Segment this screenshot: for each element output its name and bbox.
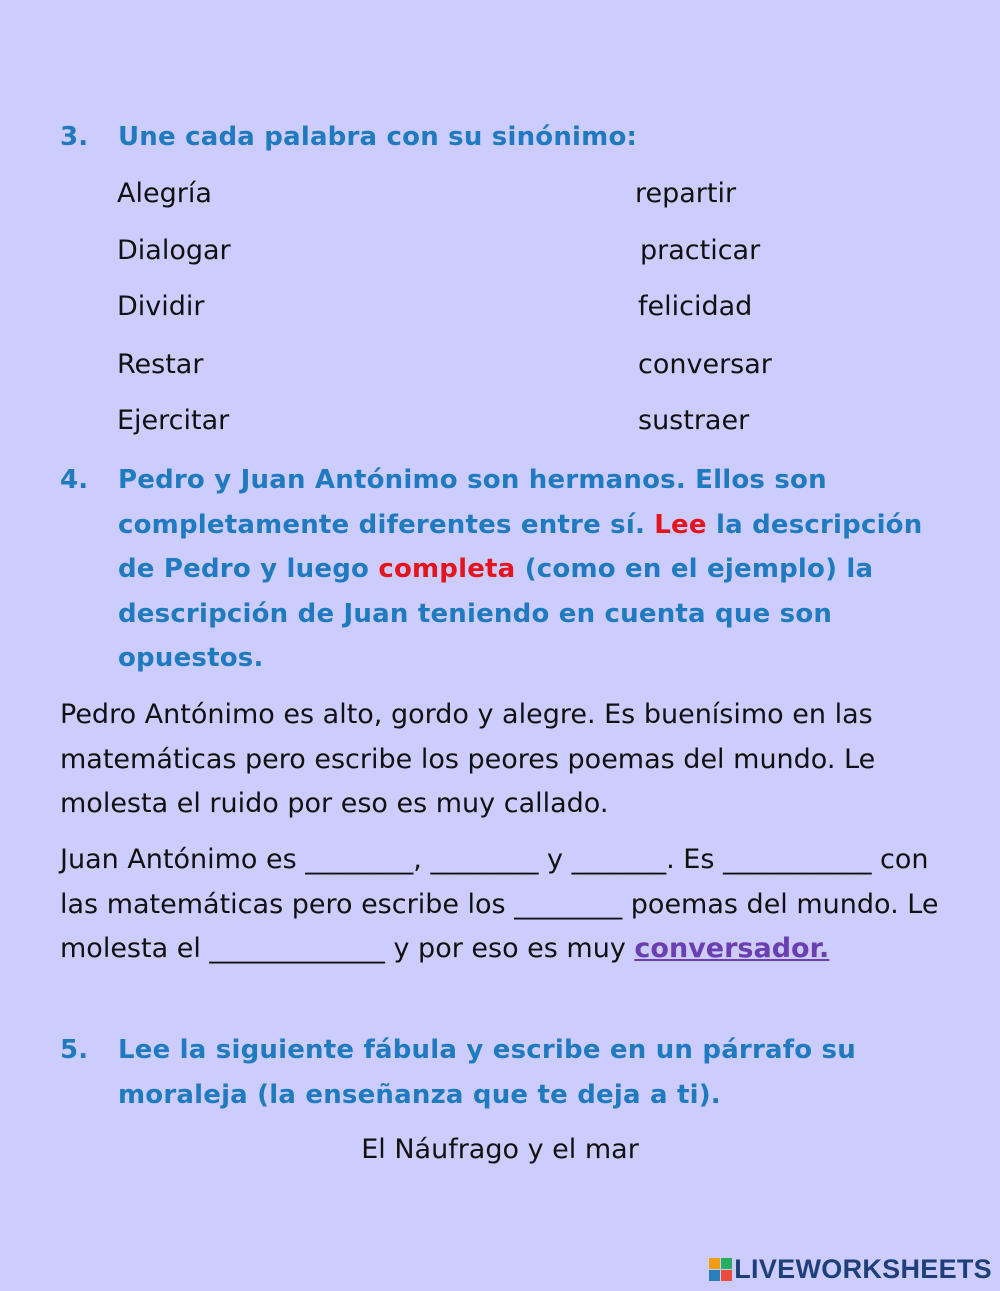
question-4-instruction bbox=[118, 458, 948, 681]
logo-text: LIVEWORKSHEETS bbox=[734, 1254, 992, 1284]
logo-mark-square bbox=[721, 1258, 732, 1269]
juan-blank-text[interactable]: Juan Antónimo es ________, ________ y _______. Es ___________ con las matemáticas pero escribe los ________ poemas del mundo. Le molesta el _____________ y por eso es muy bbox=[60, 844, 939, 964]
right-word[interactable]: conversar bbox=[638, 349, 772, 380]
left-word[interactable]: Dialogar bbox=[117, 235, 231, 266]
logo-mark-square bbox=[709, 1258, 720, 1269]
fable-title: El Náufrago y el mar bbox=[361, 1134, 639, 1165]
left-word[interactable]: Restar bbox=[117, 349, 204, 380]
right-word[interactable]: repartir bbox=[635, 178, 737, 209]
lee-keyword: Lee bbox=[654, 509, 707, 540]
example-answer: conversador. bbox=[634, 933, 830, 964]
question-5-instruction: Lee la siguiente fábula y escribe en un párrafo su moraleja (la enseñanza que te deja a ti). bbox=[118, 1035, 856, 1110]
right-word[interactable]: felicidad bbox=[638, 291, 753, 322]
liveworksheets-logo bbox=[709, 1254, 992, 1285]
question-5-number: 5. bbox=[60, 1035, 89, 1065]
left-word[interactable]: Dividir bbox=[117, 291, 205, 322]
logo-mark-square bbox=[709, 1270, 720, 1281]
instruction-text: la descripción de Pedro y luego bbox=[118, 509, 923, 584]
pedro-description: Pedro Antónimo es alto, gordo y alegre. Es buenísimo en las matemáticas pero escribe los peores poemas del mundo. Le molesta el ruido por eso es muy callado. bbox=[60, 699, 876, 819]
left-word[interactable]: Ejercitar bbox=[117, 405, 230, 436]
logo-mark bbox=[709, 1258, 732, 1281]
right-word[interactable]: practicar bbox=[640, 235, 761, 266]
left-word[interactable]: Alegría bbox=[117, 178, 212, 209]
question-3-number: 3. bbox=[60, 122, 89, 152]
question-3-instruction: Une cada palabra con su sinónimo: bbox=[118, 122, 638, 152]
instruction-text: (como en el ejemplo) la descripción de Juan teniendo en cuenta que son opuestos. bbox=[118, 554, 874, 673]
question-4-number: 4. bbox=[60, 465, 89, 495]
completa-keyword: completa bbox=[378, 554, 516, 584]
logo-mark-square bbox=[721, 1270, 732, 1281]
right-word[interactable]: sustraer bbox=[638, 405, 750, 436]
instruction-text: Pedro y Juan Antónimo son hermanos. Ellos son completamente diferentes entre sí. bbox=[118, 465, 827, 540]
juan-description bbox=[60, 838, 940, 972]
